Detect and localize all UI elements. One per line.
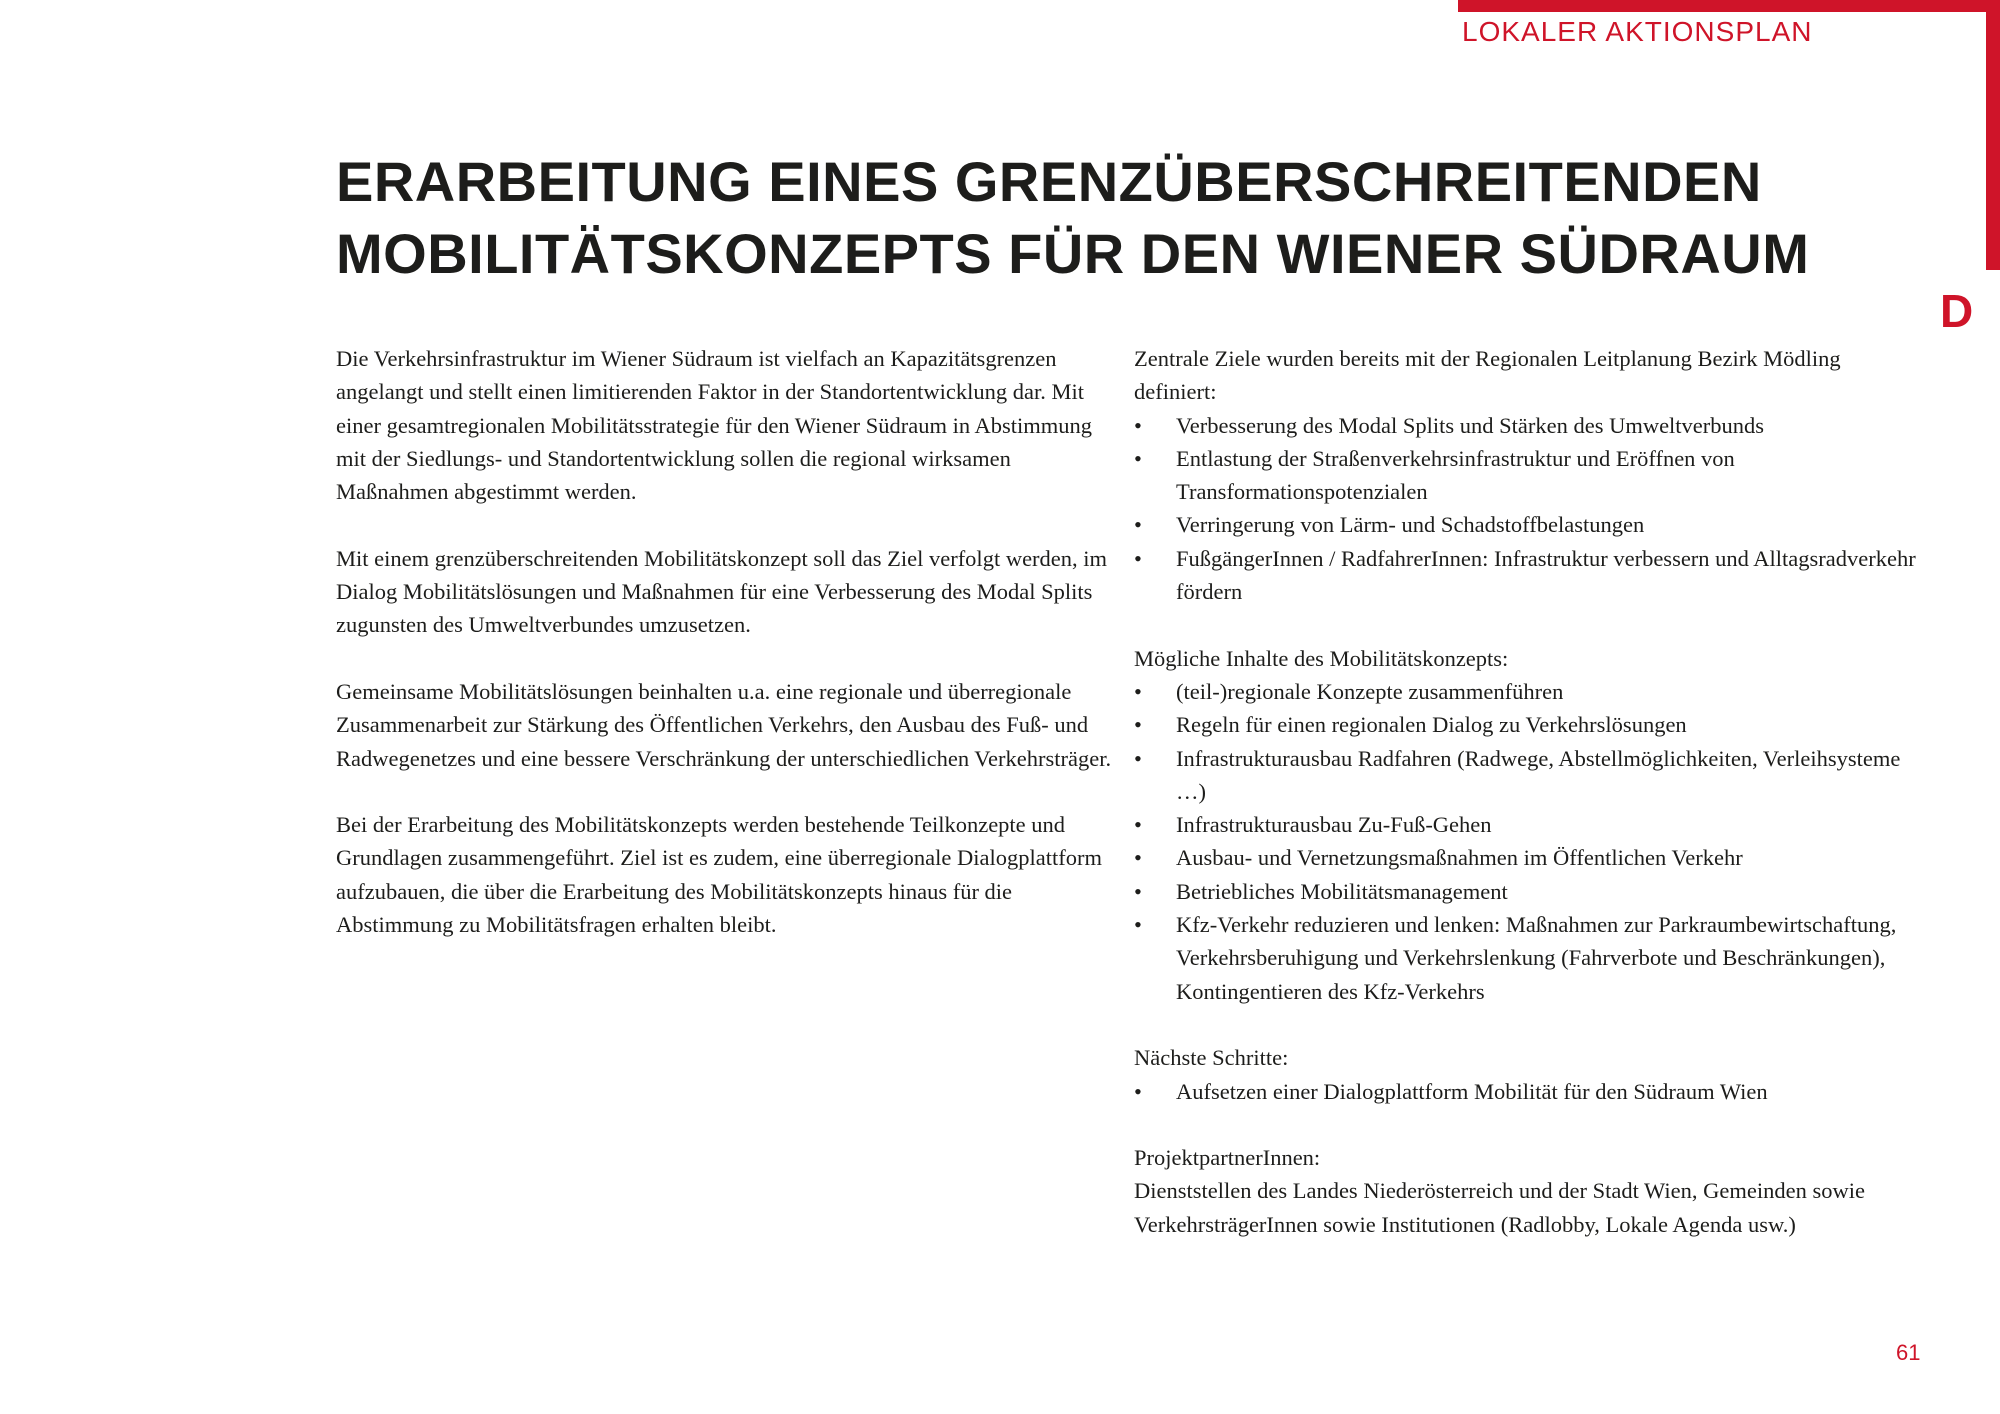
contents-section (1134, 642, 1924, 1008)
chapter-marker: D (1940, 285, 1974, 337)
goals-section (1134, 342, 1924, 608)
list-item: • Verbesserung des Modal Splits und Stärken des Umweltverbunds (1134, 409, 1924, 442)
list-item: • (teil-)regionale Konzepte zusammenführen (1134, 675, 1924, 708)
page-title-line-2: MOBILITÄTSKONZEPTS FÜR DEN WIENER SÜDRAUM (336, 222, 1810, 285)
list-item: • Verringerung von Lärm- und Schadstoffbelastungen (1134, 508, 1924, 541)
partners-text: Dienststellen des Landes Niederösterreich und der Stadt Wien, Gemeinden sowie VerkehrsträgerInnen sowie Institutionen (Radlobby, Lokale Agenda usw.) (1134, 1178, 1865, 1237)
partners-label: ProjektpartnerInnen: (1134, 1145, 1321, 1171)
list-item: • FußgängerInnen / RadfahrerInnen: Infrastruktur verbessern und Alltagsradverkehr fördern (1134, 542, 1924, 609)
page-title (336, 146, 1896, 290)
goals-intro: Zentrale Ziele wurden bereits mit der Regionalen Leitplanung Bezirk Mödling definiert: (1134, 346, 1841, 405)
contents-intro: Mögliche Inhalte des Mobilitätskonzepts: (1134, 645, 1509, 671)
next-steps-intro: Nächste Schritte: (1134, 1045, 1289, 1071)
list-item: • Aufsetzen einer Dialogplattform Mobilität für den Südraum Wien (1134, 1075, 1924, 1108)
paragraph-dialog-platform: Bei der Erarbeitung des Mobilitätskonzepts werden bestehende Teilkonzepte und Grundlagen zusammengeführt. Ziel ist es zudem, eine überregionale Dialogplattform aufzubauen, die über die Erarbeitung des Mobilitätskonzepts hinaus für die Abstimmung zu Mobilitätsfragen erhalten bleibt. (336, 812, 1102, 938)
list-item: • Betriebliches Mobilitätsmanagement (1134, 875, 1924, 908)
next-steps-list (1134, 1075, 1924, 1108)
goals-list (1134, 409, 1924, 609)
partners-section (1134, 1141, 1924, 1241)
list-item: • Regeln für einen regionalen Dialog zu Verkehrslösungen (1134, 708, 1924, 741)
list-item: • Ausbau- und Vernetzungsmaßnahmen im Öffentlichen Verkehr (1134, 841, 1924, 874)
list-item: • Entlastung der Straßenverkehrsinfrastruktur und Eröffnen von Transformationspotenzialen (1134, 442, 1924, 509)
paragraph-infrastructure: Die Verkehrsinfrastruktur im Wiener Südraum ist vielfach an Kapazitätsgrenzen angelangt und stellt einen limitierenden Faktor in der Standortentwicklung dar. Mit einer gesamtregionalen Mobilitätsstrategie für den Wiener Südraum in Abstimmung mit der Siedlungs- und Standortentwicklung sollen die regional wirksamen Maßnahmen abgestimmt werden. (336, 346, 1093, 505)
right-column (1134, 342, 1924, 1274)
chapter-side-rule (1986, 0, 2000, 270)
list-item: • Kfz-Verkehr reduzieren und lenken: Maßnahmen zur Parkraumbewirtschaftung, Verkehrsberuhigung und Verkehrslenkung (Fahrverbote und Beschränkungen), Kontingentieren des Kfz-Verkehrs (1134, 908, 1924, 1008)
list-item: • Infrastrukturausbau Zu-Fuß-Gehen (1134, 808, 1924, 841)
next-steps-section (1134, 1041, 1924, 1108)
contents-list (1134, 675, 1924, 1008)
left-column (336, 342, 1112, 975)
header-accent-bar (1458, 0, 1986, 12)
page-number: 61 (1896, 1340, 1921, 1365)
page-title-line-1: ERARBEITUNG EINES GRENZÜBERSCHREITENDEN (336, 150, 1762, 213)
section-header: LOKALER AKTIONSPLAN (1462, 16, 1813, 47)
paragraph-concept-goal: Mit einem grenzüberschreitenden Mobilitätskonzept soll das Ziel verfolgt werden, im Dialog Mobilitätslösungen und Maßnahmen für eine Verbesserung des Modal Splits zugunsten des Umweltverbundes umzusetzen. (336, 545, 1108, 638)
paragraph-joint-solutions: Gemeinsame Mobilitätslösungen beinhalten u.a. eine regionale und überregionale Zusammenarbeit zur Stärkung des Öffentlichen Verkehrs, den Ausbau des Fuß- und Radwegenetzes und eine bessere Verschränkung der unterschiedlichen Verkehrsträger. (336, 678, 1112, 771)
list-item: • Infrastrukturausbau Radfahren (Radwege, Abstellmöglichkeiten, Verleihsysteme …) (1134, 742, 1924, 809)
